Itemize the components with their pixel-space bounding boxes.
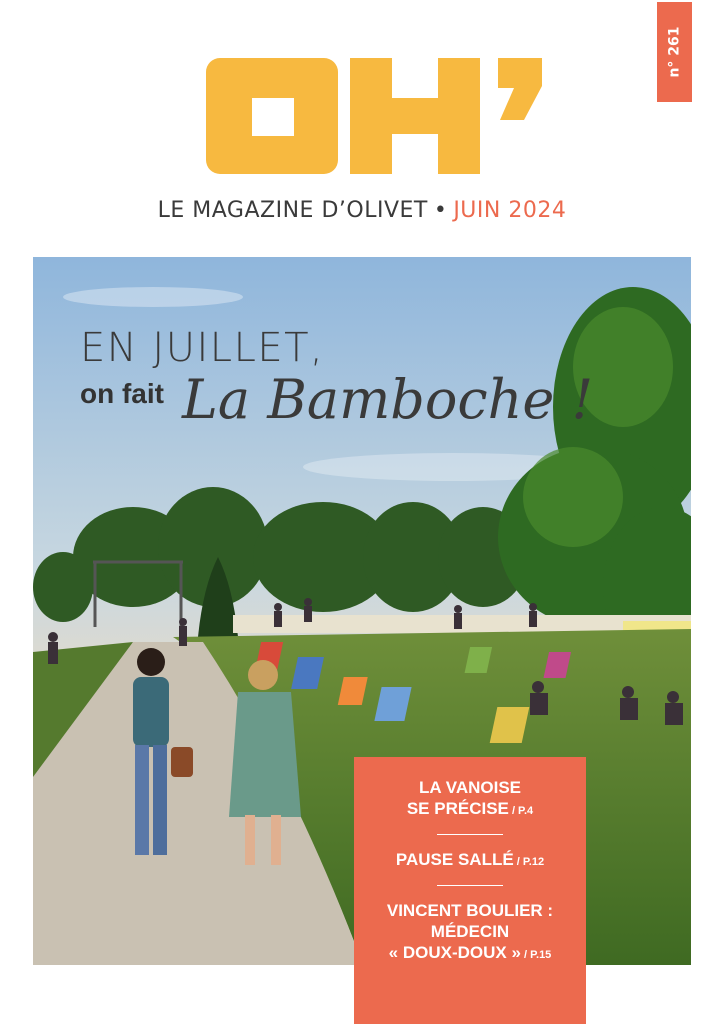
teaser-item[interactable] [354, 777, 586, 822]
teaser-2-line-1: PAUSE SALLÉ [395, 850, 514, 869]
teaser-item[interactable] [354, 900, 586, 966]
teaser-2-page: / P.12 [513, 856, 545, 868]
teaser-1-line-2: SE PRÉCISE [406, 799, 509, 818]
teaser-3-line-1: VINCENT BOULIER : [386, 901, 554, 920]
issue-number-tag [657, 2, 692, 102]
teaser-1-line-1: LA VANOISE [418, 778, 521, 797]
teaser-3-line-2: MÉDECIN [430, 922, 510, 941]
teaser-item[interactable] [354, 849, 586, 873]
teaser-divider [437, 885, 503, 886]
magazine-name: LE MAGAZINE D’OLIVET [157, 198, 428, 223]
issue-date: JUIN 2024 [453, 198, 567, 223]
teaser-divider [437, 834, 503, 835]
headline-line-2: on fait [80, 378, 164, 409]
teaser-box [354, 757, 586, 1024]
teaser-3-page: / P.15 [520, 949, 552, 961]
teaser-1-page: / P.4 [508, 805, 534, 817]
headline-line-1: EN JUILLET, [80, 325, 325, 371]
magazine-subtitle [0, 198, 724, 223]
issue-number: n° 261 [666, 26, 683, 78]
teaser-3-line-3: « DOUX-DOUX » [388, 943, 521, 962]
headline-script: La Bamboche ! [182, 368, 594, 431]
subtitle-separator: • [433, 198, 448, 223]
magazine-logo [206, 58, 542, 174]
